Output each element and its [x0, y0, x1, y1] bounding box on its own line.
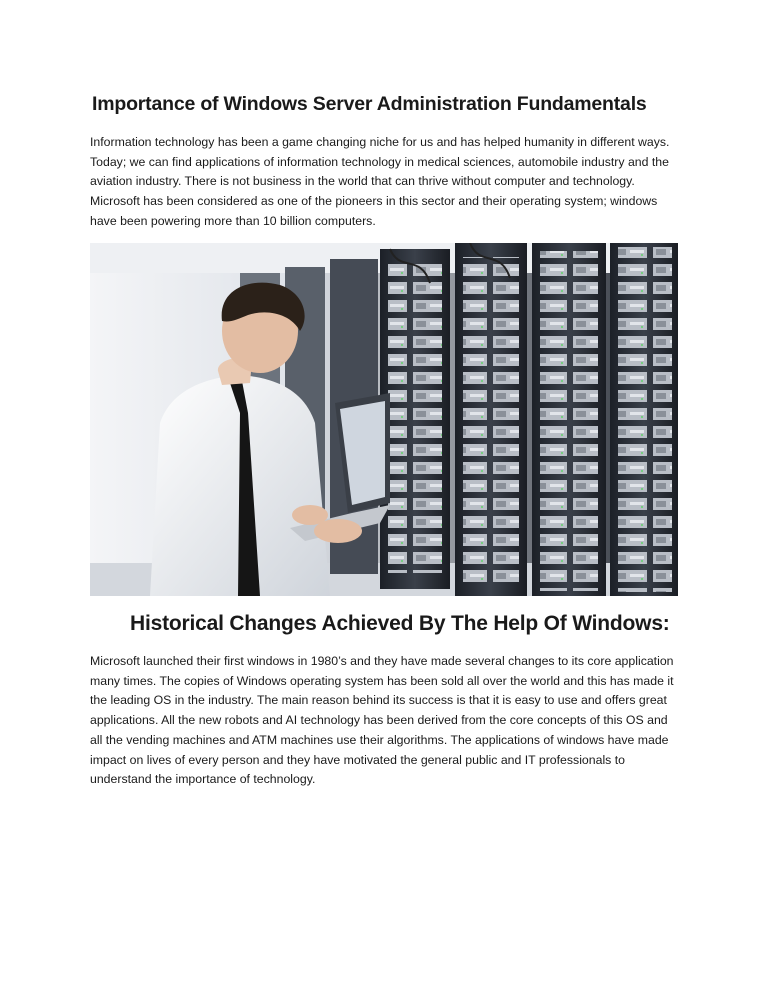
intro-paragraph: Information technology has been a game changing niche for us and has helped humanity in different ways. Today; we can find applications of information technology in medical sciences, automobile industry and the aviation industry. There is not business in the world that can thrive without computer and technology. Microsoft has been considered as one of the pioneers in this sector and their operating system; windows have been powering more than 10 billion computers. — [90, 135, 670, 228]
server-room-photo — [90, 243, 678, 596]
section-heading: Historical Changes Achieved By The Help Of Windows: — [130, 612, 670, 635]
history-paragraph: Microsoft launched their first windows in 1980’s and they have made several changes to its core application many times. The copies of Windows operating system has been sold all over the world and this has made it the leading OS in the industry. The main reason behind its success is that it is easy to use and offers great applications. All the new robots and AI technology has been derived from the core concepts of this OS and all the vending machines and ATM machines use their algorithms. The applications of windows have made impact on lives of every person and they have motivated the general public and IT professionals to understand the importance of technology. — [90, 654, 674, 787]
page-title: Importance of Windows Server Administration Fundamentals — [92, 93, 647, 115]
